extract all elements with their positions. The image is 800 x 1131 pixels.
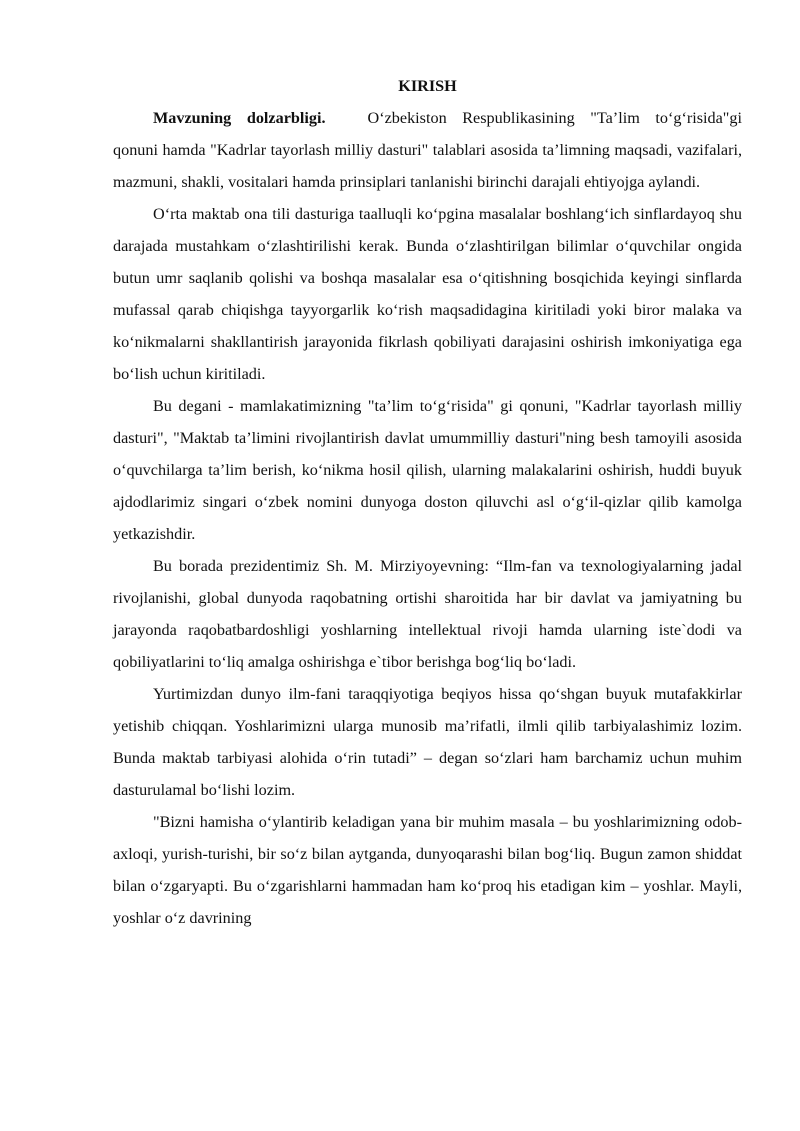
body-paragraph-3: Bu borada prezidentimiz Sh. M. Mirziyoyevning: “Ilm-fan va texnologiyalarning jadal rivojlanishi, global dunyoda raqobatning ortishi sharoitida har bir davlat va jamiyatning bu jarayonda raqobatbardoshligi yoshlarning intellektual rivoji hamda ularning iste`dodi va qobiliyatlarini to‘liq amalga oshirishga e`tibor berishga bog‘liq bo‘ladi.	[113, 557, 742, 671]
section-title: KIRISH	[398, 77, 457, 95]
body-paragraph-4: Yurtimizdan dunyo ilm-fani taraqqiyotiga beqiyos hissa qo‘shgan buyuk mutafakkirlar yetishib chiqqan. Yoshlarimizni ularga munosib ma’rifatli, ilmli qilib tarbiyalashimiz lozim. Bunda maktab tarbiyasi alohida o‘rin tutadi” – degan so‘zlari ham barchamiz uchun muhim dasturulamal bo‘lishi lozim.	[113, 685, 742, 799]
body-paragraph-2: Bu degani - mamlakatimizning "ta’lim to‘g‘risida" gi qonuni, "Kadrlar tayorlash milliy dasturi", "Maktab ta’limini rivojlantirish davlat umummilliy dasturi"ning besh tamoyili asosida o‘quvchilarga ta’lim berish, ko‘nikma hosil qilish, ularning malakalarini oshirish, huddi buyuk ajdodlarimiz singari o‘zbek nomini dunyoga doston qiluvchi asl o‘g‘il-qizlar qilib kamolga yetkazishdir.	[113, 397, 742, 543]
intro-paragraph	[113, 102, 742, 198]
body-paragraph-1: O‘rta maktab ona tili dasturiga taalluqli ko‘pgina masalalar boshlang‘ich sinflardayoq shu darajada mustahkam o‘zlashtirilishi kerak. Bunda o‘zlashtirilgan bilimlar o‘quvchilar ongida butun umr saqlanib qolishi va boshqa masalalar esa o‘qitishning bosqichida keyingi sinflarda mufassal qarab chiqishga tayyorgarlik ko‘rish maqsadidagina kiritiladi yoki biror malaka va ko‘nikmalarni shakllantirish jarayonida fikrlash qobiliyati darajasini oshirish imkoniyatiga ega bo‘lish uchun kiritiladi.	[113, 205, 742, 383]
intro-lead: Mavzuning dolzarbligi.	[153, 109, 326, 127]
document-page	[113, 62, 742, 934]
intro-text: O‘zbekiston Respublikasining "Ta’lim to‘g‘risida"gi qonuni hamda "Kadrlar tayorlash milliy dasturi" talablari asosida ta’limning maqsadi, vazifalari, mazmuni, shakli, vositalari hamda prinsiplari tanlanishi birinchi darajali ehtiyojga aylandi.	[113, 109, 743, 191]
body-paragraph-5: "Bizni hamisha o‘ylantirib keladigan yana bir muhim masala – bu yoshlarimizning odob-axloqi, yurish-turishi, bir so‘z bilan aytganda, dunyoqarashi bilan bog‘liq. Bugun zamon shiddat bilan o‘zgaryapti. Bu o‘zgarishlarni hammadan ham ko‘proq his etadigan kim – yoshlar. Mayli, yoshlar o‘z davrining	[113, 813, 742, 927]
